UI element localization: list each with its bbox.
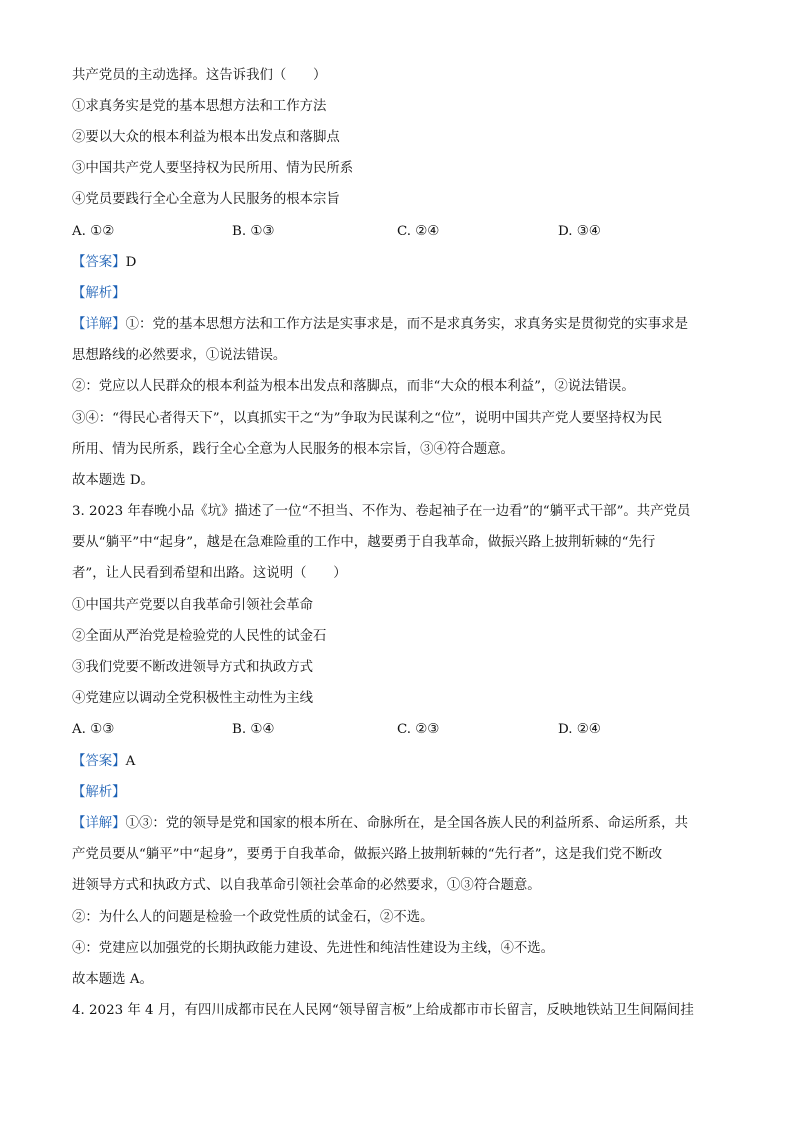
option-statement: ①求真务实是党的基本思想方法和工作方法: [72, 99, 327, 114]
detail-text: ①③：党的领导是党和国家的根本所在、命脉所在，是全国各族人民的利益所系、命运所系，共: [125, 816, 688, 831]
choice-d: D. ②④: [558, 722, 601, 737]
answer-choices: [72, 223, 722, 241]
question-stem: 4. 2023 年 4 月，有四川成都市民在人民网“领导留言板”上给成都市市长留言，反映地铁站卫生间隔间挂: [72, 1003, 694, 1018]
analysis-tag: 【解析】: [72, 785, 126, 800]
answer-choices: [72, 721, 722, 739]
detail-line: 所用、情为民所系，践行全心全意为人民服务的根本宗旨，③④符合题意。: [72, 442, 514, 457]
answer-tag: 【答案】: [72, 255, 126, 270]
option-statement: ③我们党要不断改进领导方式和执政方式: [72, 660, 314, 675]
choice-c: C. ②④: [397, 224, 440, 239]
question-stem: 3. 2023 年春晚小品《坑》描述了一位“不担当、不作为、卷起袖子在一边看”的“躺平式干部”。共产党员: [72, 504, 691, 519]
option-statement: ④党建应以调动全党积极性主动性为主线: [72, 691, 314, 706]
detail-line: [72, 316, 722, 334]
answer-line: [72, 753, 722, 771]
detail-line: [72, 815, 722, 833]
choice-c: C. ②③: [397, 722, 440, 737]
option-statement: ②全面从严治党是检验党的人民性的试金石: [72, 629, 327, 644]
choice-a: A. ①②: [72, 224, 115, 239]
choice-b: B. ①④: [232, 722, 275, 737]
conclusion-line: 故本题选 A。: [72, 972, 153, 987]
detail-tag: 【详解】: [72, 317, 126, 332]
detail-line: ②：为什么人的问题是检验一个政党性质的试金石，②不选。: [72, 910, 434, 925]
answer-tag: 【答案】: [72, 754, 126, 769]
detail-line: ④：党建应以加强党的长期执政能力建设、先进性和纯洁性建设为主线，④不选。: [72, 941, 555, 956]
detail-text: ①：党的基本思想方法和工作方法是实事求是，而不是求真务实，求真务实是贯彻党的实事求是: [125, 317, 688, 332]
question-stem: 共产党员的主动选择。这告诉我们（ ）: [72, 68, 327, 83]
detail-line: 进领导方式和执政方式、以自我革命引领社会革命的必然要求，①③符合题意。: [72, 878, 541, 893]
detail-line: 产党员要从“躺平”中“起身”，要勇于自我革命，做振兴路上披荆斩棘的“先行者”，这是我们党不断改: [72, 847, 663, 862]
answer-line: [72, 254, 722, 272]
choice-d: D. ③④: [558, 224, 601, 239]
option-statement: ④党员要践行全心全意为人民服务的根本宗旨: [72, 192, 340, 207]
question-stem: 要从“躺平”中“起身”，越是在急难险重的工作中，越要勇于自我革命，做振兴路上披荆斩棘的“先行: [72, 535, 656, 550]
answer-value: A: [125, 754, 136, 769]
choice-b: B. ①③: [232, 224, 275, 239]
detail-line: 思想路线的必然要求，①说法错误。: [72, 348, 287, 363]
detail-line: ③④：“得民心者得天下”，以真抓实干之“为”争取为民谋利之“位”，说明中国共产党人要坚持权为民: [72, 411, 663, 426]
conclusion-line: 故本题选 D。: [72, 473, 154, 488]
option-statement: ①中国共产党要以自我革命引领社会革命: [72, 598, 314, 613]
option-statement: ③中国共产党人要坚持权为民所用、情为民所系: [72, 161, 354, 176]
answer-value: D: [125, 255, 137, 270]
detail-line: ②：党应以人民群众的根本利益为根本出发点和落脚点，而非“大众的根本利益”，②说法错误。: [72, 379, 635, 394]
question-stem: 者”，让人民看到希望和出路。这说明（ ）: [72, 566, 347, 581]
detail-tag: 【详解】: [72, 816, 126, 831]
option-statement: ②要以大众的根本利益为根本出发点和落脚点: [72, 130, 340, 145]
choice-a: A. ①③: [72, 722, 115, 737]
analysis-tag: 【解析】: [72, 286, 126, 301]
